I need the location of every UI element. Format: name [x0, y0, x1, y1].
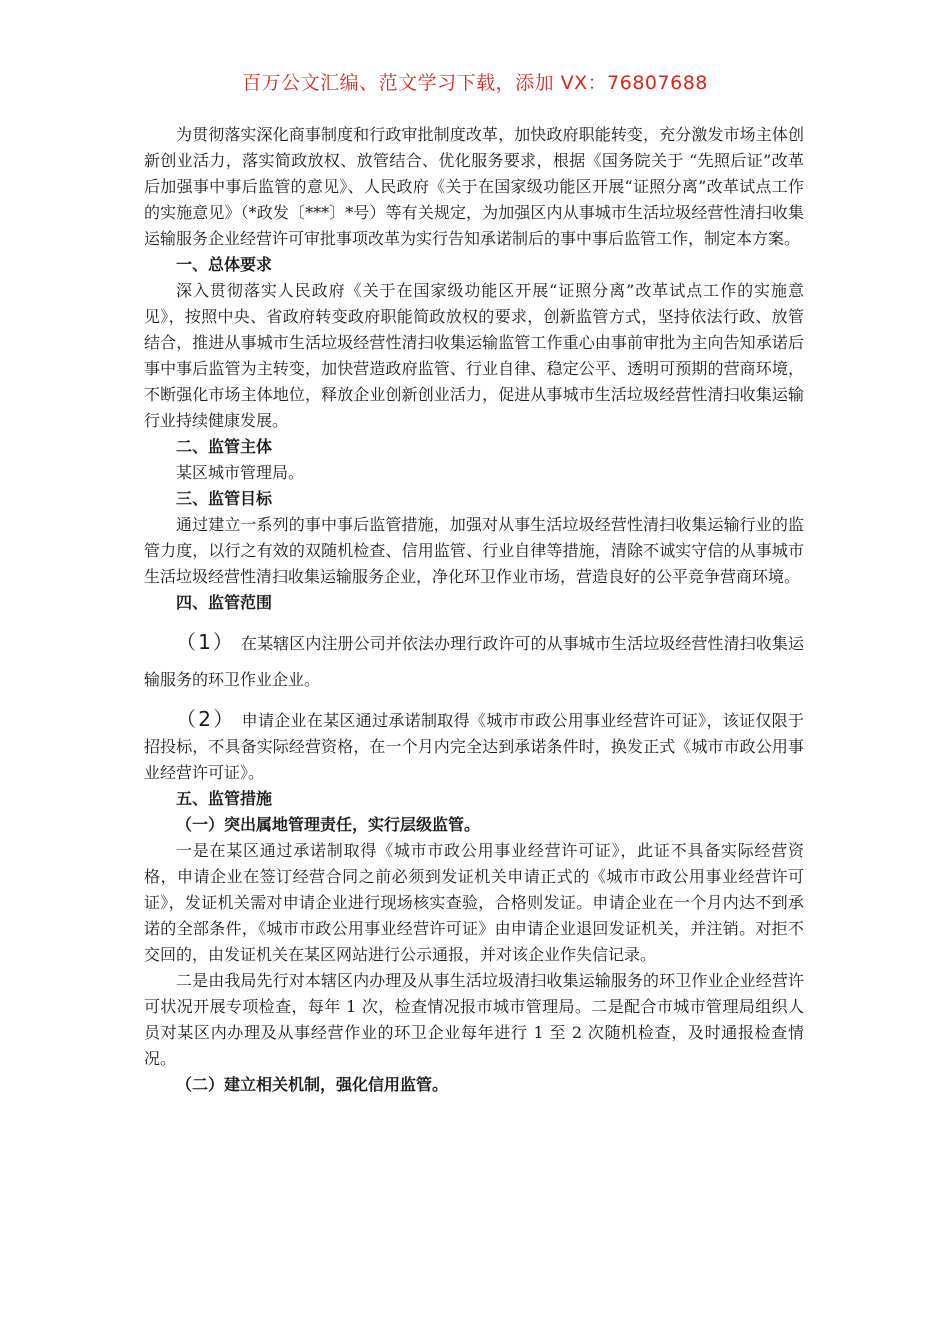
section-heading-5: 五、监管措施 — [176, 789, 273, 808]
document-body — [144, 122, 804, 1098]
scope-item-1-text: 在某辖区内注册公司并依法办理行政许可的从事城市生活垃圾经营性清扫收集运输服务的环卫作业企业。 — [144, 634, 804, 689]
section-1-paragraph: 深入贯彻落实人民政府《关于在国家级功能区开展“证照分离”改革试点工作的实施意见》，按照中央、省政府转变政府职能简政放权的要求，创新监管方式，坚持依法行政、放管结合，推进从事城市生活垃圾经营性清扫收集运输监管工作重心由事前审批为主向告知承诺后事中事后监管为主转变，加快营造政府监管、行业自律、稳定公平、透明可预期的营商环境，不断强化市场主体地位，释放企业创新创业活力，促进从事城市生活垃圾经营性清扫收集运输行业持续健康发展。 — [144, 281, 804, 430]
intro-paragraph: 为贯彻落实深化商事制度和行政审批制度改革，加快政府职能转变，充分激发市场主体创新创业活力，落实简政放权、放管结合、优化服务要求，根据《国务院关于 “先照后证”改革后加强事中事后监管的意见》、人民政府《关于在国家级功能区开展“证照分离”改革试点工作的实施意见》（*政发〔***〕*号）等有关规定，为加强区内从事城市生活垃圾经营性清扫收集运输服务企业经营许可审批事项改革为实行告知承诺制后的事中事后监管工作，制定本方案。 — [144, 125, 804, 248]
subsection-heading-5-2: （二）建立相关机制，强化信用监管。 — [176, 1075, 449, 1094]
section-heading-1: 一、总体要求 — [176, 255, 273, 274]
section-heading-3: 三、监管目标 — [176, 489, 273, 508]
scope-item-1-number: （1） — [176, 630, 235, 654]
section-heading-2: 二、监管主体 — [176, 437, 273, 456]
section-3-paragraph: 通过建立一系列的事中事后监管措施，加强对从事生活垃圾经营性清扫收集运输行业的监管力度，以行之有效的双随机检查、信用监管、行业自律等措施，清除不诚实守信的从事城市生活垃圾经营性清扫收集运输服务企业，净化环卫作业市场，营造良好的公平竞争营商环境。 — [144, 515, 804, 586]
section-5-paragraph-2: 二是由我局先行对本辖区内办理及从事生活垃圾清扫收集运输服务的环卫作业企业经营许可状况开展专项检查，每年 1 次，检查情况报市城市管理局。二是配合市城市管理局组织人员对某区内办理及从事经营作业的环卫企业每年进行 1 至 2 次随机检查，及时通报检查情况。 — [144, 971, 804, 1068]
scope-item-2 — [144, 706, 804, 786]
page-header-banner: 百万公文汇编、范文学习下载，添加 VX：76807688 — [242, 72, 708, 94]
subsection-heading-5-1: （一）突出属地管理责任，实行层级监管。 — [176, 815, 481, 834]
scope-item-2-text: 申请企业在某区通过承诺制取得《城市市政公用事业经营许可证》，该证仅限于招投标，不具备实际经营资格，在一个月内完全达到承诺条件时，换发正式《城市市政公用事业经营许可证》。 — [144, 711, 804, 782]
section-2-paragraph: 某区城市管理局。 — [176, 463, 305, 482]
scope-item-2-number: （2） — [176, 707, 236, 731]
section-heading-4: 四、监管范围 — [176, 593, 273, 612]
section-5-paragraph-1: 一是在某区通过承诺制取得《城市市政公用事业经营许可证》，此证不具备实际经营资格，申请企业在签订经营合同之前必须到发证机关申请正式的《城市市政公用事业经营许可证》，发证机关需对申请企业进行现场核实查验，合格则发证。申请企业在一个月内达不到承诺的全部条件，《城市市政公用事业经营许可证》由申请企业退回发证机关，并注销。对拒不交回的，由发证机关在某区网站进行公示通报，并对该企业作失信记录。 — [144, 841, 804, 964]
scope-item-1 — [144, 624, 804, 698]
